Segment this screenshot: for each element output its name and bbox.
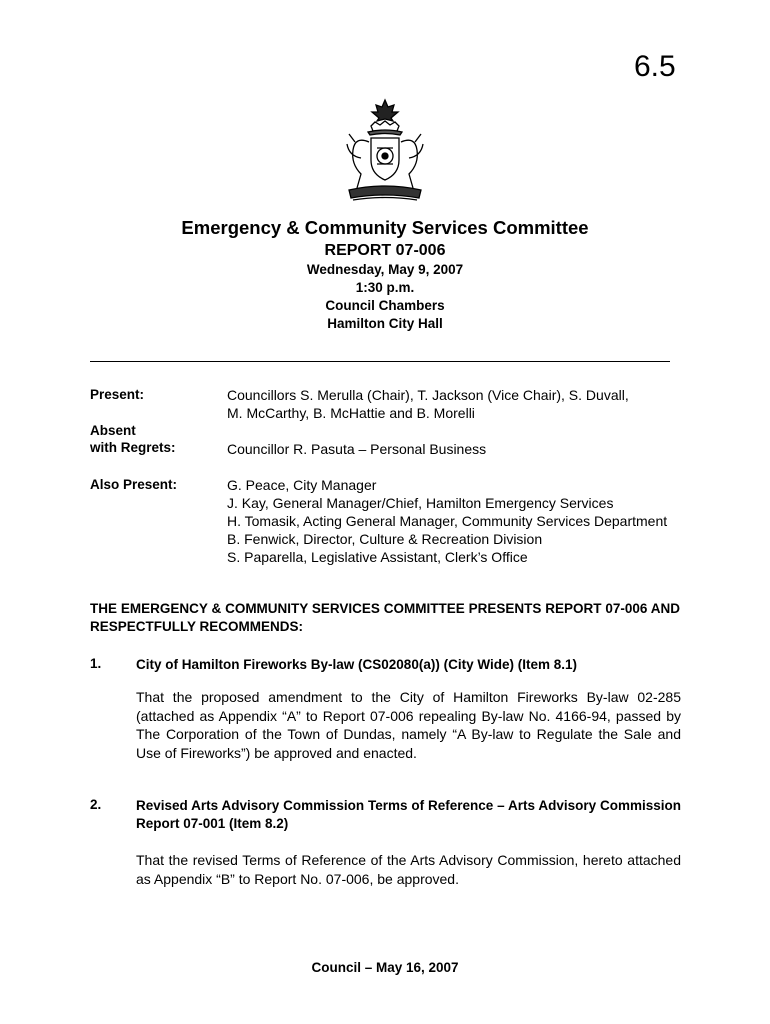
absent-list: Councillor R. Pasuta – Personal Business <box>227 441 487 457</box>
item-1-body: That the proposed amendment to the City of Hamilton Fireworks By-law 02-285 (attached as Appendix “A” to Report 07-006 repealing By-law No. 4166-94, passed by The Corporation of the Town of Dundas, namely “A By-law to Regulate the Sale and Use of Fireworks”) be approved and enacted. <box>136 689 681 761</box>
also-present-line-3: H. Tomasik, Acting General Manager, Community Services Department <box>227 513 668 529</box>
absent-label: Absent <box>90 423 136 438</box>
item-2-title: Revised Arts Advisory Commission Terms of Reference – Arts Advisory Commission Report 07-001 (Item 8.2) <box>136 798 681 831</box>
recommendations-intro: THE EMERGENCY & COMMUNITY SERVICES COMMITTEE PRESENTS REPORT 07-006 AND RESPECTFULLY RECOMMENDS: <box>90 601 680 634</box>
present-label: Present: <box>90 387 145 402</box>
present-line-1: Councillors S. Merulla (Chair), T. Jackson (Vice Chair), S. Duvall, <box>227 387 629 403</box>
item-2-number: 2. <box>90 797 102 812</box>
report-number: REPORT 07-006 <box>324 242 446 259</box>
committee-title: Emergency & Community Services Committee <box>181 217 589 238</box>
also-present-label: Also Present: <box>90 477 178 492</box>
item-1-title: City of Hamilton Fireworks By-law (CS02080(a)) (City Wide) (Item 8.1) <box>136 657 577 672</box>
present-line-2: M. McCarthy, B. McHattie and B. Morelli <box>227 405 475 421</box>
absent-label-2: with Regrets: <box>90 440 176 455</box>
item-number: 6.5 <box>634 50 676 83</box>
also-present-line-4: B. Fenwick, Director, Culture & Recreation Division <box>227 531 543 547</box>
item-2-body: That the revised Terms of Reference of the Arts Advisory Commission, hereto attached as Appendix “B” to Report No. 07-006, be approved. <box>136 852 681 887</box>
also-present-line-5: S. Paparella, Legislative Assistant, Clerk’s Office <box>227 549 528 565</box>
also-present-line-1: G. Peace, City Manager <box>227 477 377 493</box>
meeting-time: 1:30 p.m. <box>355 280 415 295</box>
city-crest-icon <box>335 98 435 206</box>
also-present-line-2: J. Kay, General Manager/Chief, Hamilton Emergency Services <box>227 495 614 511</box>
meeting-building: Hamilton City Hall <box>327 316 443 331</box>
meeting-location: Council Chambers <box>325 298 445 313</box>
meeting-date: Wednesday, May 9, 2007 <box>306 262 464 277</box>
header-divider <box>90 361 670 362</box>
item-1-number: 1. <box>90 656 102 671</box>
footer-council-date: Council – May 16, 2007 <box>311 960 459 975</box>
